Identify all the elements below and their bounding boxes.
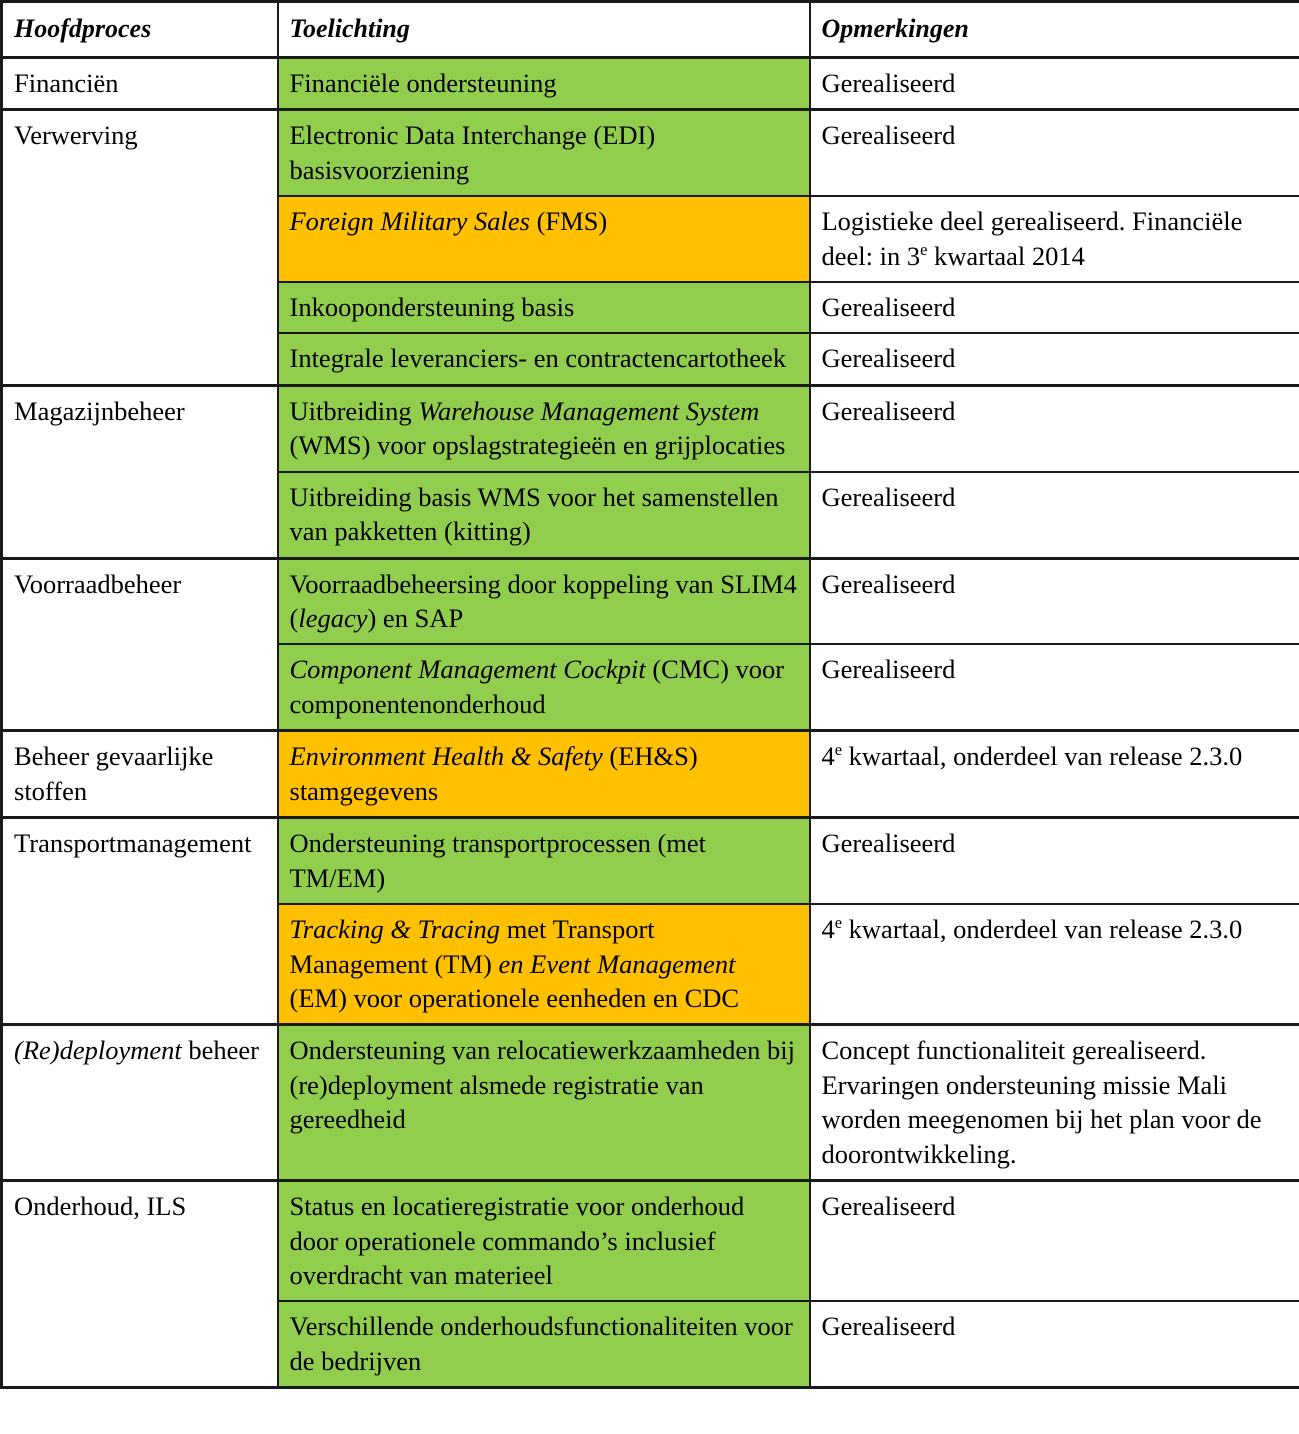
cell-toelichting: Status en locatieregistratie voor onderhoud door operationele commando’s inclusief overdracht van materieel	[278, 1181, 810, 1302]
cell-opmerkingen: Gerealiseerd	[810, 644, 1299, 730]
cell-toelichting: Uitbreiding basis WMS voor het samenstellen van pakketten (kitting)	[278, 472, 810, 558]
cell-opmerkingen: Gerealiseerd	[810, 57, 1299, 109]
column-header-hoofdproces: Hoofdproces	[2, 2, 278, 58]
table-row	[2, 818, 1299, 904]
column-header-toelichting: Toelichting	[278, 2, 810, 58]
cell-toelichting: Ondersteuning van relocatiewerkzaamheden bij (re)deployment alsmede registratie van gereedheid	[278, 1025, 810, 1181]
cell-toelichting: Financiële ondersteuning	[278, 57, 810, 109]
cell-hoofdproces: Magazijnbeheer	[2, 385, 278, 558]
cell-opmerkingen: Logistieke deel gerealiseerd. Financiële deel: in 3e kwartaal 2014	[810, 196, 1299, 282]
cell-toelichting: Electronic Data Interchange (EDI) basisvoorziening	[278, 110, 810, 196]
cell-hoofdproces: Financiën	[2, 57, 278, 109]
cell-toelichting: Foreign Military Sales (FMS)	[278, 196, 810, 282]
cell-opmerkingen: Gerealiseerd	[810, 1301, 1299, 1387]
table-body	[2, 57, 1299, 1388]
cell-hoofdproces: Onderhoud, ILS	[2, 1181, 278, 1388]
table-row	[2, 110, 1299, 196]
table-row	[2, 57, 1299, 109]
cell-hoofdproces: Voorraadbeheer	[2, 558, 278, 731]
cell-hoofdproces: Verwerving	[2, 110, 278, 386]
cell-toelichting: Inkoopondersteuning basis	[278, 282, 810, 333]
cell-toelichting: Ondersteuning transportprocessen (met TM/EM)	[278, 818, 810, 904]
table-header	[2, 2, 1299, 58]
table-row	[2, 558, 1299, 644]
cell-toelichting: Uitbreiding Warehouse Management System (WMS) voor opslagstrategieën en grijplocaties	[278, 385, 810, 471]
cell-opmerkingen: Gerealiseerd	[810, 333, 1299, 385]
cell-toelichting: Verschillende onderhoudsfunctionaliteiten voor de bedrijven	[278, 1301, 810, 1387]
cell-toelichting: Tracking & Tracing met Transport Management (TM) en Event Management (EM) voor operationele eenheden en CDC	[278, 904, 810, 1025]
cell-opmerkingen: Concept functionaliteit gerealiseerd. Ervaringen ondersteuning missie Mali worden meegenomen bij het plan voor de doorontwikkeling.	[810, 1025, 1299, 1181]
table-row	[2, 385, 1299, 471]
cell-opmerkingen: 4e kwartaal, onderdeel van release 2.3.0	[810, 731, 1299, 818]
cell-opmerkingen: Gerealiseerd	[810, 558, 1299, 644]
table-row	[2, 1181, 1299, 1302]
cell-hoofdproces: (Re)deployment beheer	[2, 1025, 278, 1181]
cell-opmerkingen: Gerealiseerd	[810, 282, 1299, 333]
table-header-row	[2, 2, 1299, 58]
cell-toelichting: Voorraadbeheersing door koppeling van SLIM4 (legacy) en SAP	[278, 558, 810, 644]
cell-opmerkingen: Gerealiseerd	[810, 1181, 1299, 1302]
cell-opmerkingen: Gerealiseerd	[810, 818, 1299, 904]
cell-hoofdproces: Transportmanagement	[2, 818, 278, 1025]
cell-toelichting: Component Management Cockpit (CMC) voor componentenonderhoud	[278, 644, 810, 730]
cell-toelichting: Integrale leveranciers- en contractencartotheek	[278, 333, 810, 385]
cell-opmerkingen: Gerealiseerd	[810, 472, 1299, 558]
table-row	[2, 1025, 1299, 1181]
cell-opmerkingen: Gerealiseerd	[810, 385, 1299, 471]
table-row	[2, 731, 1299, 818]
cell-toelichting: Environment Health & Safety (EH&S) stamgegevens	[278, 731, 810, 818]
cell-hoofdproces: Beheer gevaarlijke stoffen	[2, 731, 278, 818]
cell-opmerkingen: Gerealiseerd	[810, 110, 1299, 196]
cell-opmerkingen: 4e kwartaal, onderdeel van release 2.3.0	[810, 904, 1299, 1025]
column-header-opmerkingen: Opmerkingen	[810, 2, 1299, 58]
